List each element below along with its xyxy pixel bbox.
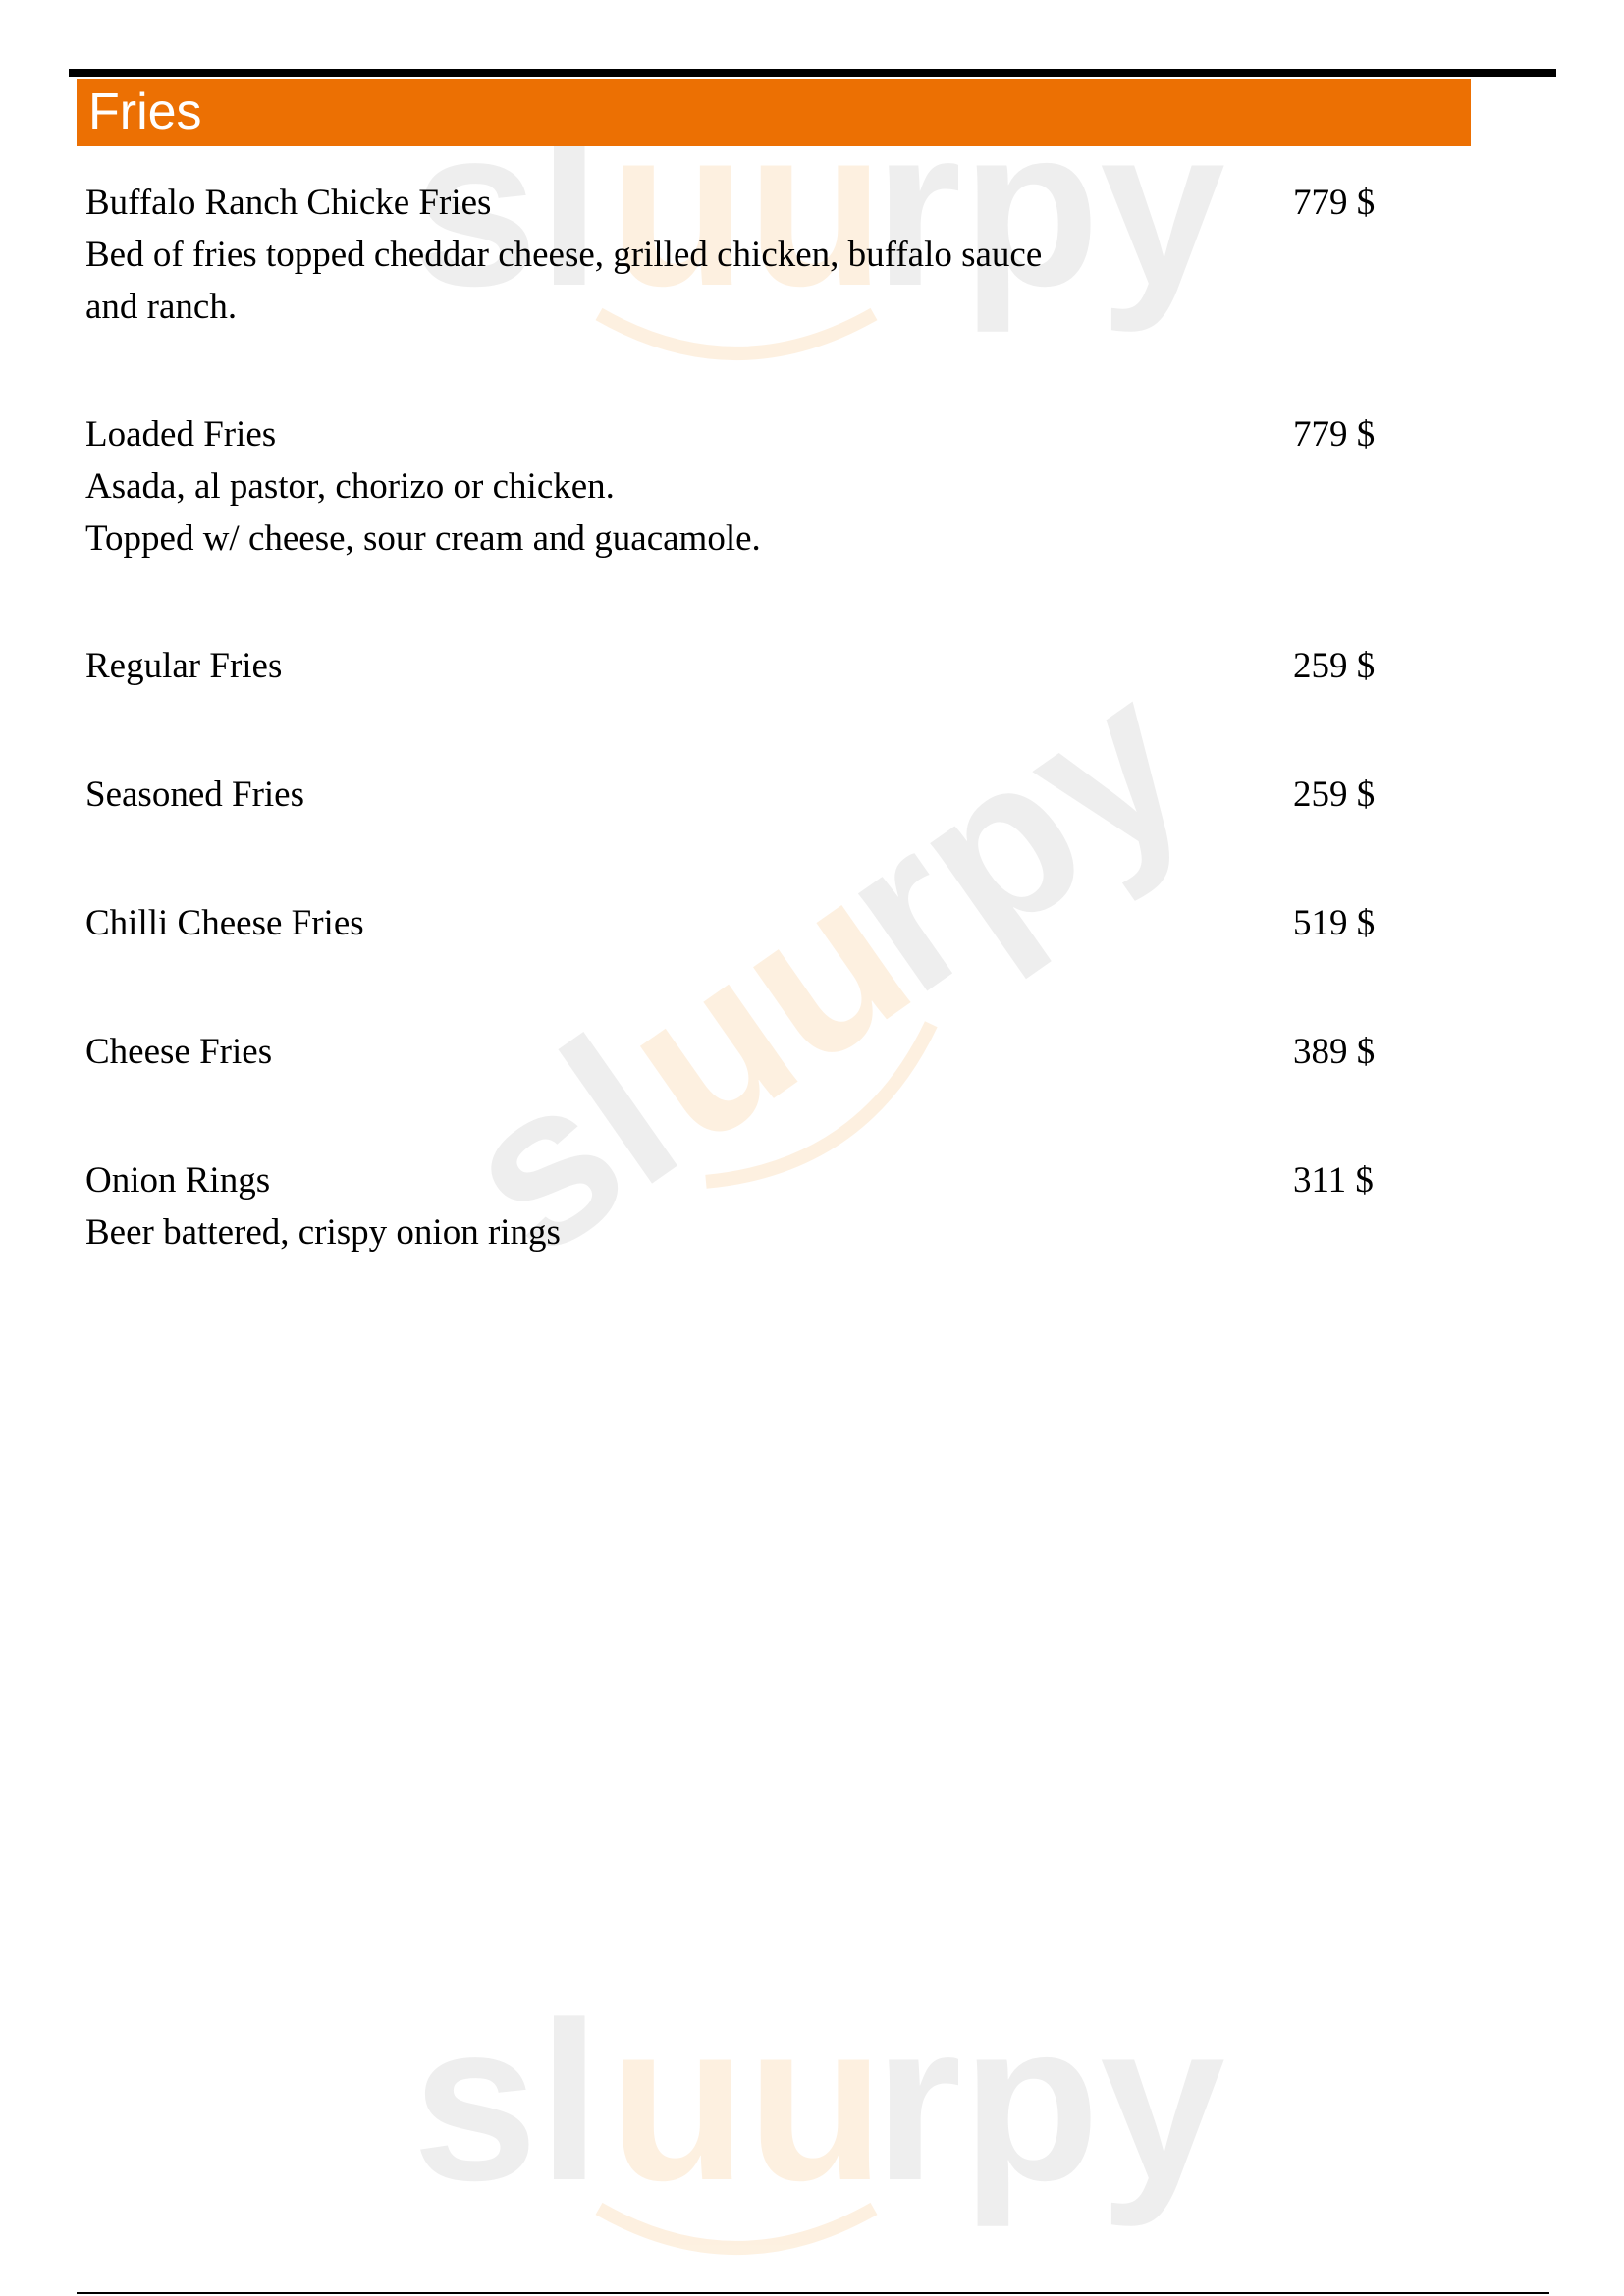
svg-text:rpy: rpy xyxy=(874,1975,1225,2227)
menu-item xyxy=(85,897,1401,949)
menu-item-name: Cheese Fries xyxy=(85,1032,273,1072)
menu-item-price: 389 $ xyxy=(1293,1032,1376,1072)
svg-text:sl: sl xyxy=(412,1975,601,2227)
menu-item-description: Bed of fries topped cheddar cheese, grilled chicken, buffalo sauce xyxy=(85,235,1043,275)
menu-item xyxy=(85,769,1401,821)
svg-text:uu: uu xyxy=(609,80,885,333)
menu-item-price: 311 $ xyxy=(1293,1160,1374,1201)
menu-item-price: 519 $ xyxy=(1293,903,1376,943)
menu-item xyxy=(85,408,1401,564)
menu-item-name: Loaded Fries xyxy=(85,414,277,454)
menu-item xyxy=(85,1154,1401,1258)
menu-item xyxy=(85,177,1401,333)
bottom-rule xyxy=(77,2292,1549,2294)
svg-text:sl: sl xyxy=(412,80,601,333)
menu-item-name: Buffalo Ranch Chicke Fries xyxy=(85,183,492,223)
menu-item-price: 259 $ xyxy=(1293,646,1376,686)
menu-item-price: 259 $ xyxy=(1293,774,1376,815)
sluurpy-watermark-middle xyxy=(418,630,1247,1305)
svg-text:rpy: rpy xyxy=(874,80,1225,333)
svg-text:rpy: rpy xyxy=(796,630,1230,1040)
menu-item-price: 779 $ xyxy=(1293,183,1376,223)
menu-item-price: 779 $ xyxy=(1293,414,1376,454)
sluurpy-watermark-bottom xyxy=(412,1953,1237,2268)
menu-item xyxy=(85,640,1401,692)
menu-item-description: Asada, al pastor, chorizo or chicken. xyxy=(85,466,615,507)
svg-text:uu: uu xyxy=(609,1975,885,2227)
menu-item-description: Beer battered, crispy onion rings xyxy=(85,1212,561,1253)
section-title: Fries xyxy=(77,79,1471,146)
menu-item-description: and ranch. xyxy=(85,287,238,327)
svg-text:uu: uu xyxy=(579,826,951,1192)
top-rule xyxy=(69,69,1556,77)
svg-text:sl: sl xyxy=(418,988,719,1305)
menu-item-description: Topped w/ cheese, sour cream and guacamole. xyxy=(85,518,761,559)
menu-item-name: Onion Rings xyxy=(85,1160,271,1201)
menu-item-name: Regular Fries xyxy=(85,646,283,686)
menu-item-name: Seasoned Fries xyxy=(85,774,304,815)
menu-item-name: Chilli Cheese Fries xyxy=(85,903,364,943)
menu-item xyxy=(85,1026,1401,1078)
